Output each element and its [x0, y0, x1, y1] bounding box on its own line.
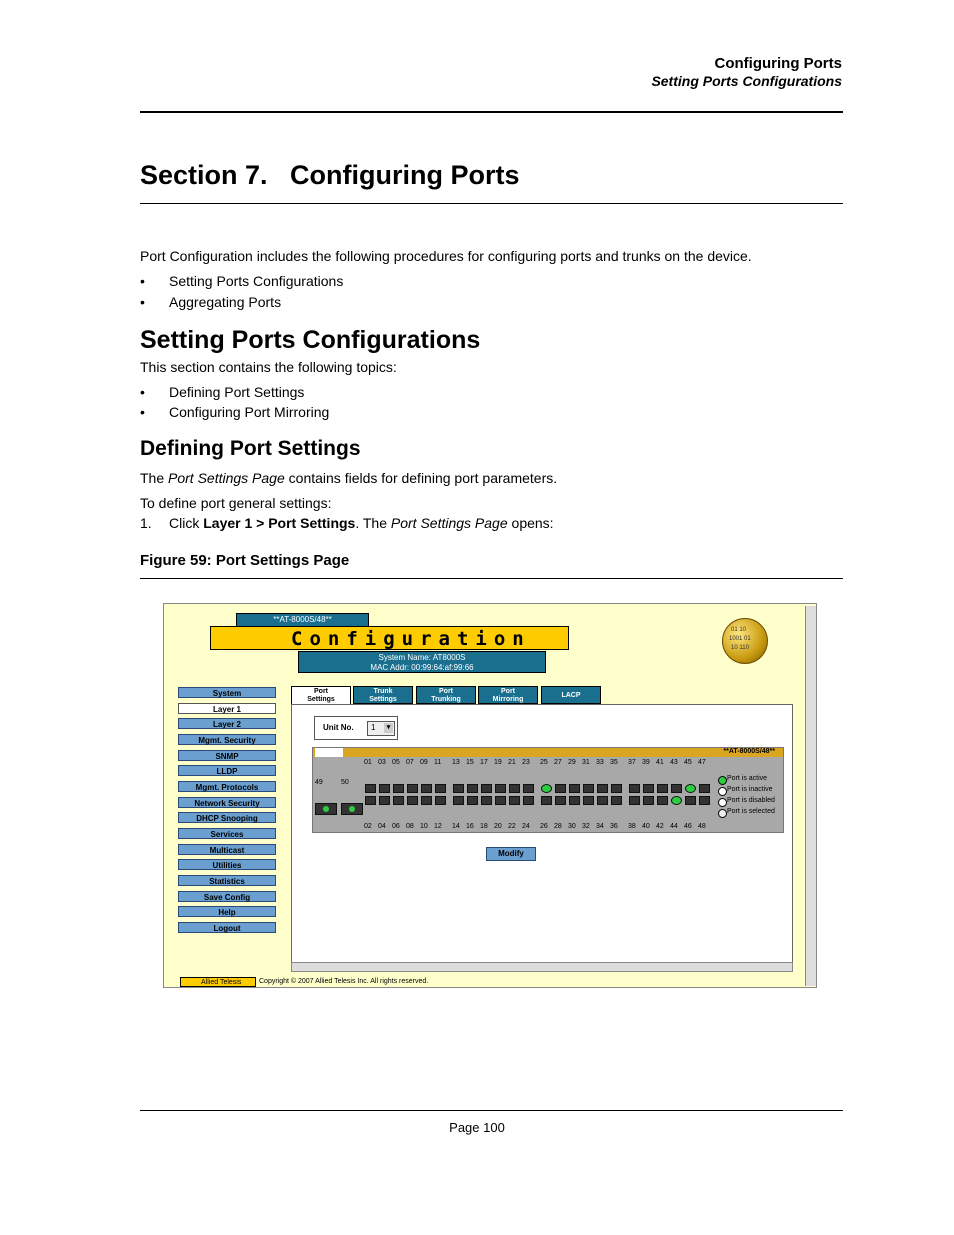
- port-icon[interactable]: [393, 796, 404, 805]
- port-icon[interactable]: [685, 784, 696, 793]
- port-number-label: 27: [554, 759, 562, 766]
- port-icon[interactable]: [435, 784, 446, 793]
- port-icon[interactable]: [407, 796, 418, 805]
- port-number-label: 21: [508, 759, 516, 766]
- port-icon[interactable]: [597, 784, 608, 793]
- header-rule: [140, 111, 843, 113]
- port-number-label: 08: [406, 823, 414, 830]
- unit-selector: Unit No. 1 ▾: [314, 716, 398, 740]
- port-number-label: 41: [656, 759, 664, 766]
- port-icon[interactable]: [569, 796, 580, 805]
- subsection-intro: This section contains the following topics:: [140, 359, 397, 375]
- unit-select[interactable]: 1 ▾: [367, 721, 395, 736]
- port-icon[interactable]: [495, 796, 506, 805]
- tab[interactable]: Trunk Settings: [353, 686, 413, 704]
- horizontal-scrollbar[interactable]: [291, 962, 793, 972]
- nav-item[interactable]: Multicast: [178, 844, 276, 855]
- port-icon[interactable]: [657, 784, 668, 793]
- port-number-label: 04: [378, 823, 386, 830]
- port-number-label: 30: [568, 823, 576, 830]
- port-number-label: 35: [610, 759, 618, 766]
- sfp-port-icon[interactable]: [315, 803, 337, 815]
- port-icon[interactable]: [481, 796, 492, 805]
- port-number-label: 40: [642, 823, 650, 830]
- port-number-label: 17: [480, 759, 488, 766]
- port-number-label: 03: [378, 759, 386, 766]
- procedure-intro: To define port general settings:: [140, 495, 332, 511]
- running-header-subtitle: Setting Ports Configurations: [651, 73, 842, 89]
- section-number: Section 7.: [140, 160, 268, 190]
- legend-dot-icon: [718, 809, 727, 818]
- chevron-down-icon: ▾: [384, 723, 393, 733]
- legend-label: Port is disabled: [727, 797, 775, 804]
- port-number-label: 45: [684, 759, 692, 766]
- tab[interactable]: LACP: [541, 686, 601, 704]
- port-number-label: 07: [406, 759, 414, 766]
- intro-bullet: • Setting Ports Configurations: [140, 273, 344, 289]
- port-number-label: 11: [434, 759, 442, 766]
- port-icon[interactable]: [495, 784, 506, 793]
- legend-label: Port is selected: [727, 808, 775, 815]
- port-icon[interactable]: [453, 784, 464, 793]
- content-frame: [291, 704, 793, 972]
- tab[interactable]: Port Settings: [291, 686, 351, 705]
- section-heading: [140, 160, 519, 191]
- nav-item[interactable]: LLDP: [178, 765, 276, 776]
- legend-dot-icon: [718, 776, 727, 785]
- port-icon[interactable]: [379, 784, 390, 793]
- port-number-label: 05: [392, 759, 400, 766]
- intro-paragraph: Port Configuration includes the following procedures for configuring ports and trunks on the device.: [140, 248, 752, 264]
- port-icon[interactable]: [365, 784, 376, 793]
- nav-item[interactable]: Mgmt. Security: [178, 734, 276, 745]
- vertical-scrollbar[interactable]: [805, 606, 816, 986]
- port-icon[interactable]: [555, 796, 566, 805]
- port-icon[interactable]: [509, 784, 520, 793]
- port-icon[interactable]: [541, 784, 552, 793]
- port-icon[interactable]: [407, 784, 418, 793]
- port-settings-screenshot: [163, 603, 817, 988]
- port-icon[interactable]: [629, 796, 640, 805]
- nav-item[interactable]: Logout: [178, 922, 276, 933]
- port-icon[interactable]: [569, 784, 580, 793]
- port-icon[interactable]: [523, 796, 534, 805]
- legend-dot-icon: [718, 798, 727, 807]
- model-bar: **AT-8000S/48**: [236, 613, 369, 627]
- port-icon[interactable]: [699, 796, 710, 805]
- port-icon[interactable]: [421, 796, 432, 805]
- port-number-label: 50: [341, 779, 349, 786]
- port-icon[interactable]: [643, 784, 654, 793]
- copyright-text: Copyright © 2007 Allied Telesis Inc. All rights reserved.: [259, 978, 429, 985]
- legend-label: Port is inactive: [727, 786, 773, 793]
- switch-panel: **AT-8000S/48** 01 02 03 04 05 06 07 08 09 10 11 12 13 14 15 16 17 18 19 20 21 22 23 24 25 26 27 28 29 30 31 32 33 34 35 36 37 38 39 40 41 42 43 44 45 46 47 48 49 50 Port is active Port is inactive Port is disabled Port is selected: [312, 747, 784, 833]
- port-icon[interactable]: [393, 784, 404, 793]
- port-number-label: 37: [628, 759, 636, 766]
- port-icon[interactable]: [453, 796, 464, 805]
- port-number-label: 18: [480, 823, 488, 830]
- port-icon[interactable]: [685, 796, 696, 805]
- port-number-label: 38: [628, 823, 636, 830]
- port-number-label: 01: [364, 759, 372, 766]
- port-number-label: 44: [670, 823, 678, 830]
- section-rule: [140, 203, 843, 204]
- port-number-label: 26: [540, 823, 548, 830]
- port-number-label: 29: [568, 759, 576, 766]
- port-icon[interactable]: [629, 784, 640, 793]
- running-header-title: Configuring Ports: [714, 55, 842, 72]
- port-number-label: 09: [420, 759, 428, 766]
- port-icon[interactable]: [467, 796, 478, 805]
- legend-label: Port is active: [727, 775, 768, 782]
- system-info-bar: System Name: AT8000S MAC Addr: 00:99:64:af:99:66: [298, 651, 546, 673]
- port-number-label: 31: [582, 759, 590, 766]
- topic-bullet: • Defining Port Settings: [140, 384, 305, 400]
- port-icon[interactable]: [421, 784, 432, 793]
- port-number-label: 12: [434, 823, 442, 830]
- port-number-label: 32: [582, 823, 590, 830]
- port-number-label: 15: [466, 759, 474, 766]
- port-number-label: 16: [466, 823, 474, 830]
- port-number-label: 33: [596, 759, 604, 766]
- port-icon[interactable]: [671, 784, 682, 793]
- port-number-label: 06: [392, 823, 400, 830]
- sfp-port-icon[interactable]: [341, 803, 363, 815]
- port-icon[interactable]: [597, 796, 608, 805]
- port-icon[interactable]: [481, 784, 492, 793]
- port-icon[interactable]: [657, 796, 668, 805]
- nav-item[interactable]: Mgmt. Protocols: [178, 781, 276, 792]
- topic-heading: Defining Port Settings: [140, 437, 361, 460]
- port-number-label: 43: [670, 759, 678, 766]
- port-icon[interactable]: [467, 784, 478, 793]
- port-number-label: 48: [698, 823, 706, 830]
- port-icon[interactable]: [611, 796, 622, 805]
- panel-top-strip: [313, 748, 783, 757]
- port-number-label: 23: [522, 759, 530, 766]
- brand-logo: Allied Telesis: [180, 977, 256, 987]
- port-icon[interactable]: [379, 796, 390, 805]
- port-icon[interactable]: [555, 784, 566, 793]
- port-number-label: 13: [452, 759, 460, 766]
- port-number-label: 46: [684, 823, 692, 830]
- allied-logo-icon: [315, 748, 343, 757]
- port-number-label: 47: [698, 759, 706, 766]
- port-number-label: 02: [364, 823, 372, 830]
- port-number-label: 22: [508, 823, 516, 830]
- nav-item[interactable]: SNMP: [178, 750, 276, 761]
- figure-rule: [140, 578, 843, 579]
- port-icon[interactable]: [509, 796, 520, 805]
- legend-dot-icon: [718, 787, 727, 796]
- port-number-label: 34: [596, 823, 604, 830]
- port-icon[interactable]: [611, 784, 622, 793]
- port-icon[interactable]: [365, 796, 376, 805]
- port-number-label: 14: [452, 823, 460, 830]
- nav-item[interactable]: Help: [178, 906, 276, 917]
- port-number-label: 28: [554, 823, 562, 830]
- topic-bullet: • Configuring Port Mirroring: [140, 404, 330, 420]
- section-title: Configuring Ports: [290, 160, 520, 190]
- port-number-label: 49: [315, 779, 323, 786]
- port-number-label: 10: [420, 823, 428, 830]
- figure-caption: Figure 59: Port Settings Page: [140, 552, 350, 569]
- nav-item[interactable]: Utilities: [178, 859, 276, 870]
- configuration-banner: Configuration: [210, 626, 569, 650]
- description-paragraph: The Port Settings Page contains fields for defining port parameters.: [140, 470, 558, 486]
- port-number-label: 24: [522, 823, 530, 830]
- port-icon[interactable]: [643, 796, 654, 805]
- nav-item[interactable]: Network Security: [178, 797, 276, 808]
- port-icon[interactable]: [699, 784, 710, 793]
- port-number-label: 19: [494, 759, 502, 766]
- nav-item[interactable]: Layer 2: [178, 718, 276, 729]
- tab[interactable]: Port Trunking: [416, 686, 476, 704]
- procedure-step: 1. Click Layer 1 > Port Settings. The Port Settings Page opens:: [140, 515, 554, 531]
- footer-rule: [140, 1110, 843, 1111]
- subsection-heading: Setting Ports Configurations: [140, 326, 481, 354]
- port-icon[interactable]: [671, 796, 682, 805]
- nav-item[interactable]: Statistics: [178, 875, 276, 886]
- port-icon[interactable]: [583, 784, 594, 793]
- intro-bullet: • Aggregating Ports: [140, 294, 282, 310]
- tab[interactable]: Port Mirroring: [478, 686, 538, 704]
- nav-item[interactable]: Save Config: [178, 891, 276, 902]
- modify-button[interactable]: Modify: [486, 847, 536, 861]
- port-number-label: 39: [642, 759, 650, 766]
- port-icon[interactable]: [583, 796, 594, 805]
- page-number: Page 100: [449, 1120, 505, 1135]
- nav-item[interactable]: DHCP Snooping: [178, 812, 276, 823]
- port-icon[interactable]: [435, 796, 446, 805]
- port-number-label: 36: [610, 823, 618, 830]
- port-icon[interactable]: [541, 796, 552, 805]
- port-number-label: 25: [540, 759, 548, 766]
- globe-logo-icon: 01 10 1001 01 10 110: [722, 618, 768, 664]
- nav-item[interactable]: System: [178, 687, 276, 698]
- port-number-label: 20: [494, 823, 502, 830]
- port-number-label: 42: [656, 823, 664, 830]
- nav-item[interactable]: Services: [178, 828, 276, 839]
- nav-item[interactable]: Layer 1: [178, 703, 276, 714]
- port-icon[interactable]: [523, 784, 534, 793]
